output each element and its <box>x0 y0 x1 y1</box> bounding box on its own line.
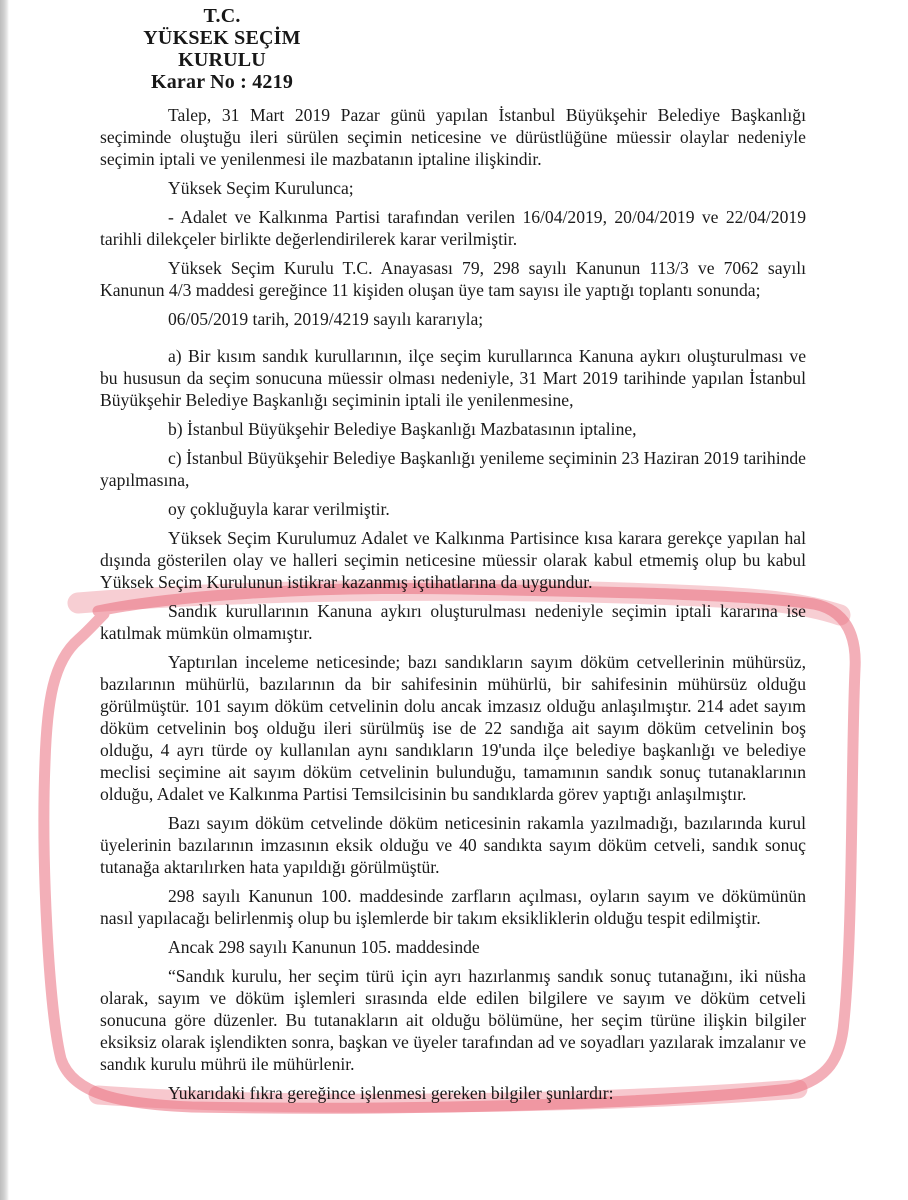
scanned-page-edge <box>0 0 9 1200</box>
paragraph-madde-c: c) İstanbul Büyükşehir Belediye Başkanlığı yenileme seçiminin 23 Haziran 2019 tarihinde yapılmasına, <box>100 448 806 490</box>
paragraph-eksik-imza: Bazı sayım döküm cetvelinde döküm neticesinin rakamla yazılmadığı, bazılarında kurul üyelerinin bazılarının imzasının eksik olduğu ve 40 sandıkta sayım döküm cetveli, sandık sonuç tutanağa aktarılırken hata yapıldığı görülmüştür. <box>100 813 806 877</box>
paragraph-madde-b: b) İstanbul Büyükşehir Belediye Başkanlığı Mazbatasının iptaline, <box>168 419 637 439</box>
paragraph-kurulunca: Yüksek Seçim Kurulunca; <box>168 178 354 198</box>
paragraph-alinti: “Sandık kurulu, her seçim türü için ayrı hazırlanmış sandık sonuç tutanağını, iki nüsha olarak, sayım ve döküm işlemleri sırasında elde edilen bilgilere ve sayım ve döküm cetveli sonucuna göre düzenler. Bu tutanakların ait olduğu bölümüne, her seçim türüne ilişkin bilgiler eksiksiz olarak işlendikten sonra, başkan ve üyeler tarafından ad ve soyadları yazılarak imzalanır ve sandık kurulu mührü ile mühürlenir. <box>100 966 806 1074</box>
paragraph-talep: Talep, 31 Mart 2019 Pazar günü yapılan İstanbul Büyükşehir Belediye Başkanlığı seçiminde oluştuğu ileri sürülen seçimin neticesine ve dürüstlüğüne müessir olaylar nedeniyle seçimin iptali ve yenilenmesi ile mazbatanın iptaline ilişkindir. <box>100 105 806 169</box>
header-tc: T.C. <box>203 5 241 27</box>
paragraph-oy-coklugu: oy çokluğuyla karar verilmiştir. <box>168 499 390 519</box>
document-body <box>100 104 806 1111</box>
paragraph-yukaridaki-fikra: Yukarıdaki fıkra gereğince işlenmesi gereken bilgiler şunlardır: <box>168 1083 614 1103</box>
paragraph-anayasa: Yüksek Seçim Kurulu T.C. Anayasası 79, 298 sayılı Kanunun 113/3 ve 7062 sayılı Kanunun 4/3 maddesi gereğince 11 kişiden oluşan üye tam sayısı ile yaptığı toplantı sonunda; <box>100 258 806 300</box>
header-kurul-title: YÜKSEK SEÇİM KURULU <box>143 27 301 71</box>
paragraph-ictihat: Yüksek Seçim Kurulumuz Adalet ve Kalkınma Partisince kısa karara gerekçe yapılan hal dışında gösterilen olay ve halleri seçimin neticesine müessir olarak kabul etmemiş olup bu kabul Yüksek Seçim Kurulunun istikrar kazanmış içtihatlarına da uygundur. <box>100 528 806 592</box>
paragraph-dilekceler: - Adalet ve Kalkınma Partisi tarafından verilen 16/04/2019, 20/04/2019 ve 22/04/2019 tarihli dilekçeler birlikte değerlendirilerek karar verilmiştir. <box>100 207 806 249</box>
paragraph-madde-a: a) Bir kısım sandık kurullarının, ilçe seçim kurullarınca Kanuna aykırı oluşturulması ve bu hususun da seçim sonucuna müessir olması nedeniyle, 31 Mart 2019 tarihinde yapılan İstanbul Büyükşehir Belediye Başkanlığı seçiminin iptali ile yenilenmesine, <box>100 346 806 410</box>
document-header <box>100 5 344 93</box>
header-karar-no: Karar No : 4219 <box>150 71 294 93</box>
paragraph-katilmama: Sandık kurullarının Kanuna aykırı oluşturulması nedeniyle seçimin iptali kararına ise katılmak mümkün olmamıştır. <box>100 601 806 643</box>
paragraph-karar-tarihi: 06/05/2019 tarih, 2019/4219 sayılı kararıyla; <box>168 309 484 329</box>
paragraph-madde-105: Ancak 298 sayılı Kanunun 105. maddesinde <box>168 937 480 957</box>
paragraph-inceleme: Yaptırılan inceleme neticesinde; bazı sandıkların sayım döküm cetvellerinin mühürsüz, bazılarının mühürlü, bazılarının da bir sahifesinin mühürlü, bir sahifesinin mühürsüz olduğu görülmüştür. 101 sayım döküm cetvelinin dolu ancak imzasız olduğu anlaşılmıştır. 214 adet sayım döküm cetvelinin boş olduğu ileri sürülmüş ise de 22 sandığa ait sayım döküm cetvelinin boş olduğu, 4 ayrı türde oy kullanılan aynı sandıkların 19'unda ilçe belediye başkanlığı ve belediye meclisi seçimine ait sayım döküm cetvelinin bulunduğu, tamamının sandık sonuç tutanaklarının olduğu, Adalet ve Kalkınma Partisi Temsilcisinin bu sandıklarda görev yaptığı anlaşılmıştır. <box>100 652 806 804</box>
paragraph-madde-100: 298 sayılı Kanunun 100. maddesinde zarfların açılması, oyların sayım ve dökümünün nasıl yapılacağı belirlenmiş olup bu işlemlerde bir takım eksikliklerin olduğu tespit edilmiştir. <box>100 886 806 928</box>
